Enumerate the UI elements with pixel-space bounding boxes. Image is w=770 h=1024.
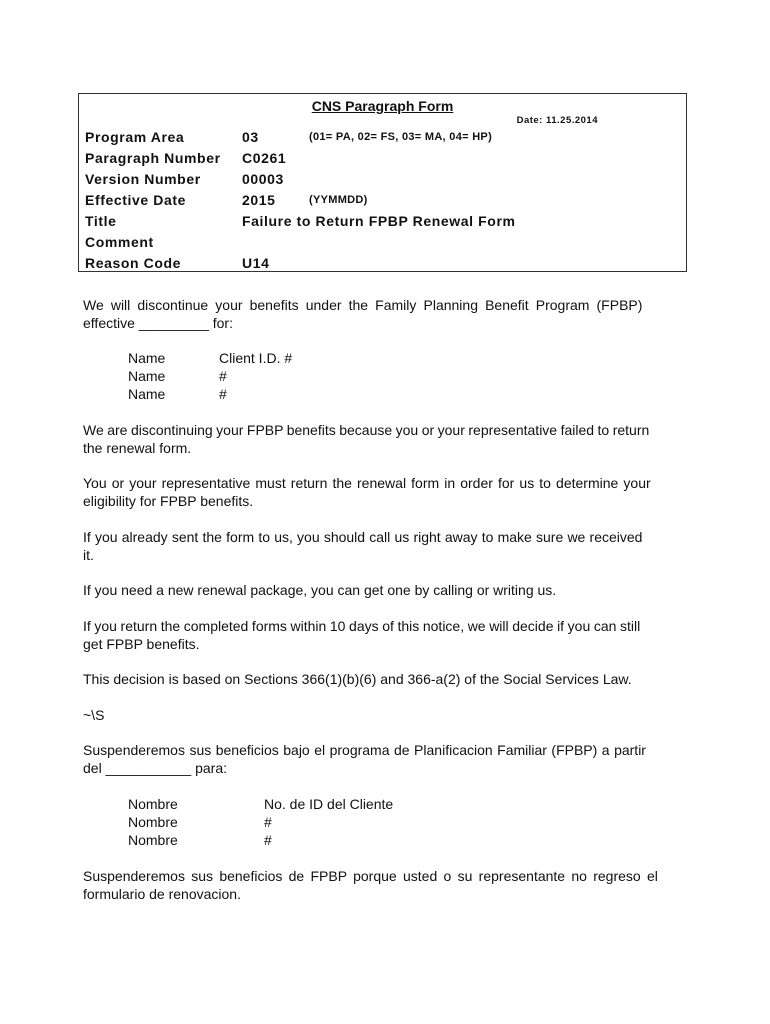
paragraph-line: it. bbox=[83, 547, 94, 563]
client-id-label: Client I.D. # bbox=[219, 350, 293, 366]
paragraph-form-header bbox=[78, 93, 687, 272]
paragraph-line: formulario de renovacion. bbox=[83, 886, 241, 902]
english-paragraph-2 bbox=[83, 474, 687, 510]
spanish-intro bbox=[83, 741, 687, 777]
field-note: (YYMMDD) bbox=[309, 194, 368, 206]
field-value: Failure to Return FPBP Renewal Form bbox=[242, 213, 516, 229]
client-id-label: No. de ID del Cliente bbox=[264, 796, 394, 812]
field-value: 2015 bbox=[242, 192, 276, 208]
spanish-paragraph-1 bbox=[83, 867, 687, 903]
client-id-label: # bbox=[219, 386, 227, 402]
spanish-name-list bbox=[128, 795, 178, 849]
name-label: Nombre bbox=[128, 796, 178, 812]
name-label: Name bbox=[128, 368, 166, 384]
paragraph-line: We are discontinuing your FPBP benefits because you or your representative failed to return bbox=[83, 422, 650, 438]
field-label: Version Number bbox=[85, 171, 201, 187]
field-label: Effective Date bbox=[85, 192, 186, 208]
name-label: Nombre bbox=[128, 814, 178, 830]
name-label: Name bbox=[128, 386, 166, 402]
name-label: Name bbox=[128, 350, 166, 366]
english-id-list bbox=[219, 349, 292, 403]
english-paragraph-5 bbox=[83, 617, 687, 653]
field-label: Title bbox=[85, 213, 117, 229]
intro-line: del ___________ para: bbox=[83, 760, 228, 776]
field-label: Paragraph Number bbox=[85, 150, 221, 166]
intro-line: effective _________ for: bbox=[83, 315, 233, 331]
paragraph-line: You or your representative must return the renewal form in order for us to determine your bbox=[83, 475, 651, 491]
field-label: Program Area bbox=[85, 129, 185, 145]
english-paragraph-6: This decision is based on Sections 366(1)(b)(6) and 366-a(2) of the Social Services Law. bbox=[83, 671, 632, 687]
paragraph-line: eligibility for FPBP benefits. bbox=[83, 493, 254, 509]
field-value: C0261 bbox=[242, 150, 287, 166]
form-title: CNS Paragraph Form bbox=[311, 98, 454, 114]
paragraph-line: If you return the completed forms within 10 days of this notice, we will decide if you can still bbox=[83, 618, 641, 634]
field-label: Comment bbox=[85, 234, 154, 250]
form-date: Date: 11.25.2014 bbox=[516, 115, 598, 126]
paragraph-line: Suspenderemos sus beneficios de FPBP porque usted o su representante no regreso el bbox=[83, 868, 658, 884]
client-id-label: # bbox=[219, 368, 227, 384]
paragraph-line: If you already sent the form to us, you should call us right away to make sure we received bbox=[83, 529, 643, 545]
paragraph-line: the renewal form. bbox=[83, 440, 192, 456]
field-value: 03 bbox=[242, 129, 259, 145]
english-intro bbox=[83, 296, 687, 332]
english-paragraph-4: If you need a new renewal package, you can get one by calling or writing us. bbox=[83, 582, 557, 598]
field-value: U14 bbox=[242, 255, 270, 271]
english-paragraph-1 bbox=[83, 421, 687, 457]
intro-line: We will discontinue your benefits under the Family Planning Benefit Program (FPBP) bbox=[83, 297, 643, 313]
client-id-label: # bbox=[264, 832, 272, 848]
section-separator: ~\S bbox=[83, 707, 105, 723]
intro-line: Suspenderemos sus beneficios bajo el programa de Planificacion Familiar (FPBP) a partir bbox=[83, 742, 646, 758]
english-name-list bbox=[128, 349, 165, 403]
client-id-label: # bbox=[264, 814, 272, 830]
name-label: Nombre bbox=[128, 832, 178, 848]
field-value: 00003 bbox=[242, 171, 284, 187]
field-label: Reason Code bbox=[85, 255, 182, 271]
field-note: (01= PA, 02= FS, 03= MA, 04= HP) bbox=[309, 131, 493, 143]
paragraph-line: get FPBP benefits. bbox=[83, 636, 200, 652]
english-paragraph-3 bbox=[83, 528, 687, 564]
spanish-id-list bbox=[264, 795, 393, 849]
